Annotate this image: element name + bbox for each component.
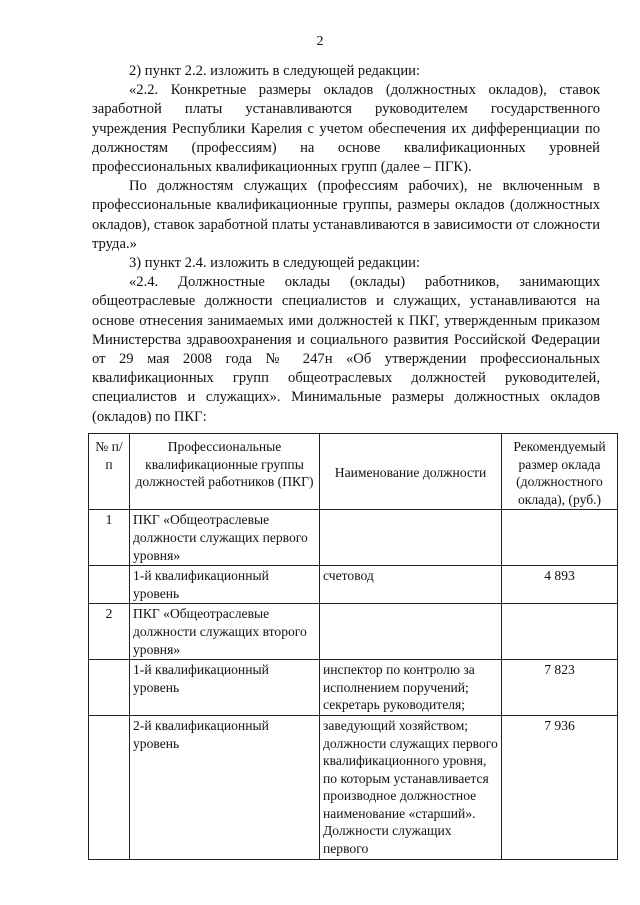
row-group: 1-й квалификационный уровень: [130, 566, 320, 604]
page-number: 2: [316, 34, 324, 49]
row-number: 1: [89, 510, 130, 566]
row-salary: 7 823: [502, 660, 618, 716]
header-position: Наименование должности: [320, 434, 502, 510]
table-row: [89, 566, 618, 604]
paragraph-item-2-2-heading: 2) пункт 2.2. изложить в следующей редакции:: [129, 63, 420, 79]
row-salary: [502, 604, 618, 660]
row-group: 2-й квалификационный уровень: [130, 715, 320, 859]
row-position: инспектор по контролю за исполнением поручений; секретарь руководителя;: [320, 660, 502, 716]
row-number: [89, 715, 130, 859]
table-row: [89, 660, 618, 716]
row-group: 1-й квалификационный уровень: [130, 660, 320, 716]
document-body: [92, 62, 600, 427]
salary-table: [88, 433, 618, 860]
row-position: [320, 510, 502, 566]
row-number: 2: [89, 604, 130, 660]
paragraph-item-2-2-text: «2.2. Конкретные размеры окладов (должностных окладов), ставок заработной платы устанавливаются руководителем государственного учреждения Республики Карелия с учетом обеспечения их дифференциации по должностям (профессиям) на основе квалификационных уровней профессиональных квалификационных групп (далее – ПГК).: [92, 82, 600, 176]
row-position: счетовод: [320, 566, 502, 604]
header-salary: Рекомендуемый размер оклада (должностного оклада), (руб.): [502, 434, 618, 510]
row-number: [89, 660, 130, 716]
row-position: заведующий хозяйством; должности служащих первого квалификационного уровня, по которым устанавливается производное должностное наименование «старший». Должности служащих первого: [320, 715, 502, 859]
table-header-row: [89, 434, 618, 510]
row-number: [89, 566, 130, 604]
table-row: [89, 604, 618, 660]
row-group: ПКГ «Общеотраслевые должности служащих второго уровня»: [130, 604, 320, 660]
header-number: № п/п: [89, 434, 130, 510]
row-salary: [502, 510, 618, 566]
row-salary: 7 936: [502, 715, 618, 859]
paragraph-item-2-4-text: «2.4. Должностные оклады (оклады) работников, занимающих общеотраслевые должности специалистов и служащих, устанавливаются на основе отнесения занимаемых ими должностей к ПКГ, утвержденным приказом Министерства здравоохранения и социального развития Российской Федерации от 29 мая 2008 года № 247н «Об утверждении профессиональных квалификационных групп общеотраслевых должностей руководителей, специалистов и служащих». Минимальные размеры должностных окладов (окладов) по ПКГ:: [92, 274, 600, 425]
paragraph-unlisted-positions: По должностям служащих (профессиям рабочих), не включенным в профессиональные квалификационные группы, размеры окладов (должностных окладов), ставок заработной платы устанавливаются в зависимости от сложности труда.»: [92, 178, 600, 252]
header-group: Профессиональные квалификационные группы должностей работников (ПКГ): [130, 434, 320, 510]
table-row: [89, 510, 618, 566]
row-group: ПКГ «Общеотраслевые должности служащих первого уровня»: [130, 510, 320, 566]
paragraph-item-2-4-heading: 3) пункт 2.4. изложить в следующей редакции:: [129, 255, 420, 272]
row-position: [320, 604, 502, 660]
table-row: [89, 715, 618, 859]
row-salary: 4 893: [502, 566, 618, 604]
